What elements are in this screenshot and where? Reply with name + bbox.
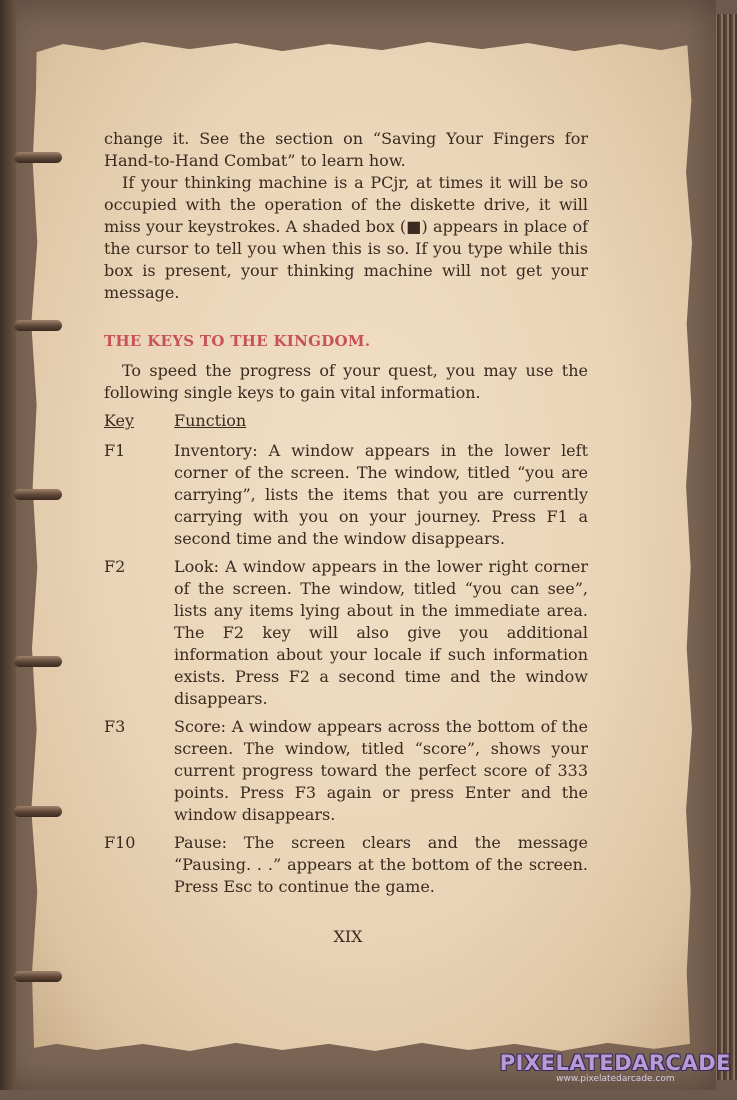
intro-paragraph: If your thinking machine is a PCjr, at times it will be so occupied with the operation of the diskette drive, it will miss your keystrokes. A shaded box (■) appears in place of the cursor to tell you when this is so. If you type while this box is present, your thinking machine will not get your message. xyxy=(104,173,588,302)
binding-ring xyxy=(14,971,62,982)
section-intro: To speed the progress of your quest, you may use the following single keys to gain vital information. xyxy=(104,361,588,402)
binding-ring xyxy=(14,656,62,667)
section-heading: THE KEYS TO THE KINGDOM. xyxy=(104,332,371,350)
key-label: F1 xyxy=(104,441,126,460)
binding-ring xyxy=(14,806,62,817)
watermark xyxy=(500,1052,731,1084)
key-row xyxy=(104,440,588,550)
key-description: Inventory: A window appears in the lower left corner of the screen. The window, titled “you are carrying”, lists the items that you are currently carrying with you on your journey. Press F1 a second time and the window disappears. xyxy=(174,441,588,548)
column-header-function: Function xyxy=(174,411,247,430)
watermark-title: PIXELATEDARCADE xyxy=(499,1051,731,1075)
key-row xyxy=(104,556,588,710)
column-header-key: Key xyxy=(104,411,135,430)
binding-ring xyxy=(14,320,62,331)
key-description: Look: A window appears in the lower right corner of the screen. The window, titled “you can see”, lists any items lying about in the immediate area. The F2 key will also give you additional information about your locale if such information exists. Press F2 a second time and the window disappears. xyxy=(174,557,588,708)
binding-ring xyxy=(14,152,62,163)
booklet-spine xyxy=(0,0,16,1090)
binding-ring xyxy=(14,489,62,500)
key-label: F3 xyxy=(104,717,126,736)
key-row xyxy=(104,716,588,826)
page-number: XIX xyxy=(333,927,363,946)
page-stack-edges xyxy=(713,14,737,1080)
key-description: Pause: The screen clears and the message “Pausing. . .” appears at the bottom of the screen. Press Esc to continue the game. xyxy=(174,833,588,896)
page-content xyxy=(104,128,588,898)
key-row xyxy=(104,832,588,898)
key-label: F2 xyxy=(104,557,126,576)
key-description: Score: A window appears across the bottom of the screen. The window, titled “score”, shows your current progress toward the perfect score of 333 points. Press F3 again or press Enter and the window disappears. xyxy=(174,717,588,824)
intro-paragraph: change it. See the section on “Saving Your Fingers for Hand-to-Hand Combat” to learn how. xyxy=(104,129,588,170)
watermark-url: www.pixelatedarcade.com xyxy=(556,1074,675,1084)
key-table-header xyxy=(104,410,588,436)
key-label: F10 xyxy=(104,833,136,852)
